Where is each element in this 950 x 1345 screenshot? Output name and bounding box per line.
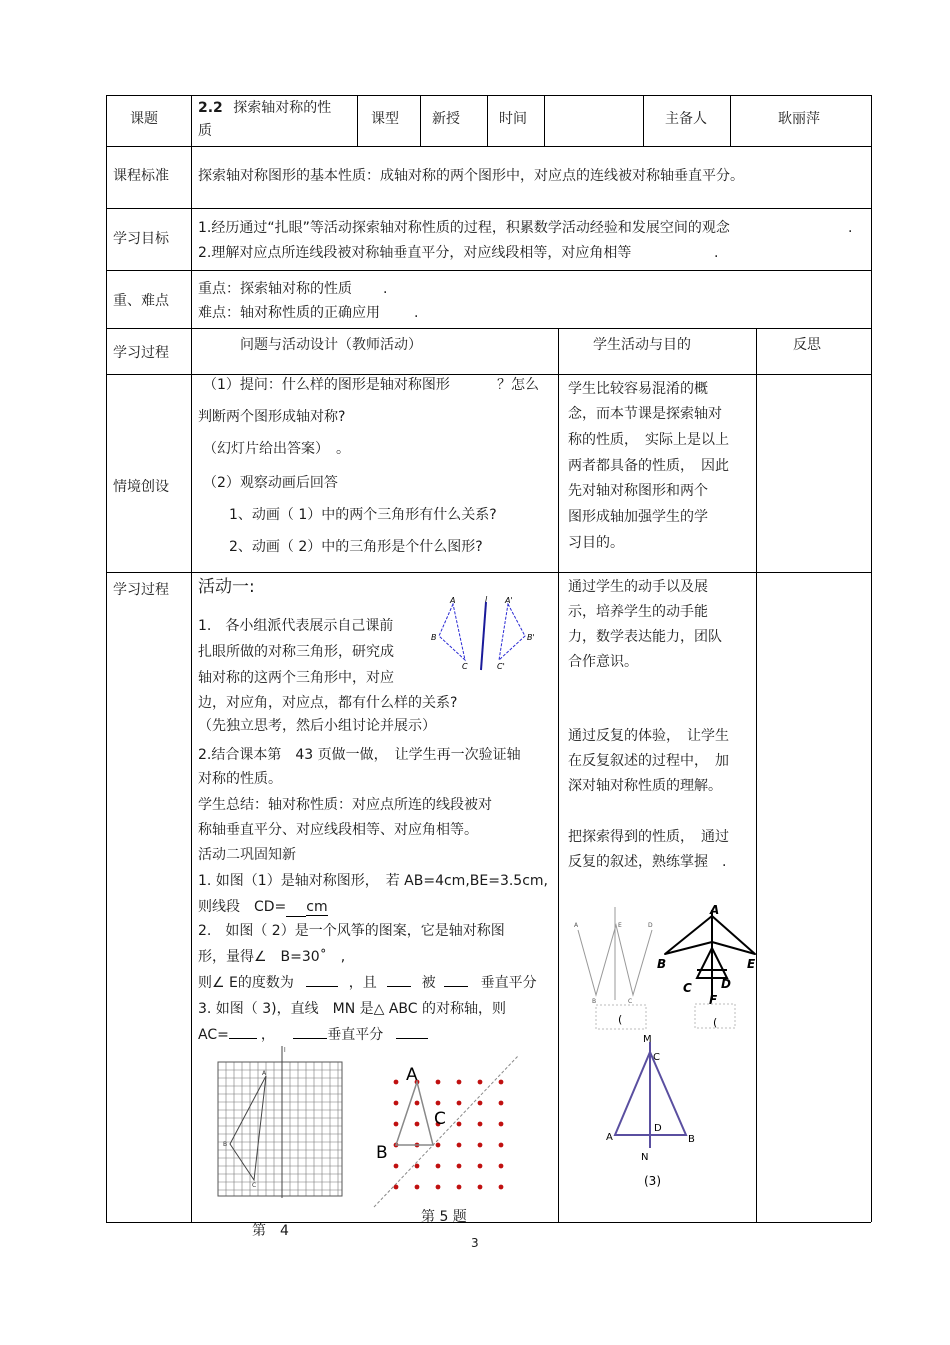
lattice-dot [394, 1101, 399, 1106]
activity1-p1-2: 轴对称的这两个三角形中，对应 [198, 670, 394, 686]
process-header-col3: 反思 [793, 337, 821, 353]
scenario-student-3: 两者都具备的性质， 因此 [568, 458, 729, 474]
process-student-1: 示，培养学生的动手能 [568, 604, 708, 620]
topic-title-text: 探索轴对称的性 [233, 100, 332, 116]
process-student2-1: 在反复叙述的过程中， 加 [568, 753, 729, 769]
scenario-label: 情境创设 [113, 479, 169, 495]
lattice-dot [499, 1101, 504, 1106]
type-label: 课型 [371, 111, 399, 127]
lattice-dot [499, 1185, 504, 1190]
fig2-caption: ( [713, 1016, 718, 1029]
fig1-label-c: C [628, 998, 633, 1005]
fig3-label-c: C [653, 1052, 660, 1063]
fig2-label-a: A [710, 903, 720, 917]
topic-number: 2.2 [198, 100, 223, 116]
fig1-label-b: B [592, 998, 597, 1005]
fig-top-label-b2: B' [527, 633, 535, 642]
lattice-label-b: B [376, 1143, 388, 1163]
activity1-title: 活动一: [198, 577, 255, 597]
fig3-caption: (3) [644, 1174, 661, 1188]
process-student3-1: 反复的叙述，熟练掌握 . [568, 854, 727, 870]
grid-border [218, 1062, 342, 1196]
fig-top-label-b: B [431, 633, 437, 642]
lattice-dot [499, 1164, 504, 1169]
type-value: 新授 [432, 111, 460, 127]
lattice-dot [415, 1164, 420, 1169]
activity1-p2b: 对称的性质。 [198, 771, 282, 787]
caption-fig5: 第 5 题 [421, 1209, 467, 1225]
scenario-line3: （幻灯片给出答案） 。 [203, 441, 350, 457]
standard-text: 探索轴对称图形的基本性质：成轴对称的两个图形中，对应点的连线被对称轴垂直平分。 [198, 168, 744, 184]
scenario-line4: （2）观察动画后回答 [203, 475, 338, 491]
lattice-dot [457, 1164, 462, 1169]
lattice-dot [457, 1080, 462, 1085]
scenario-line1b: ？怎么 [497, 377, 539, 393]
lattice-label-c: C [434, 1109, 446, 1129]
question1-line1: 1. 如图（1）是轴对称图形， 若 AB=4cm,BE=3.5cm, [198, 873, 548, 889]
question3-text-b: ， [260, 1027, 275, 1043]
mirrored-triangles-figure [425, 592, 550, 672]
question3-line1: 3. 如图（ 3)，直线 MN 是△ ABC 的对称轴，则 [198, 1001, 507, 1017]
page-number: 3 [471, 1236, 479, 1250]
scenario-student-1: 念，而本节课是探索轴对 [568, 406, 722, 422]
lattice-dot [478, 1101, 483, 1106]
fig1-label-a: A [574, 922, 579, 929]
fig-top-label-a: A [450, 596, 456, 605]
summary-line1: 学生总结：轴对称性质：对应点所连的线段被对 [198, 797, 492, 813]
figure-1-axisymmetric [566, 905, 666, 1035]
question3-text-c: 垂直平分 [327, 1027, 384, 1043]
goals-line2: 2.理解对应点所连线段被对称轴垂直平分，对应线段相等，对应角相等 [198, 245, 632, 261]
topic-label: 课题 [130, 111, 158, 127]
preparer-value: 耿丽萍 [778, 111, 820, 127]
question2-blank-2 [387, 986, 411, 987]
fig-top-label-l: l [485, 595, 488, 604]
process-header-col2: 学生活动与目的 [593, 337, 691, 353]
lattice-dot [394, 1122, 399, 1127]
caption-fig4: 第 4 [252, 1223, 289, 1239]
fig3-label-a: A [606, 1132, 613, 1143]
fig1-label-d: D [648, 922, 653, 929]
lattice-dot [415, 1101, 420, 1106]
fig2-label-f: F [709, 993, 718, 1007]
question2-line1: 2. 如图（ 2）是一个风筝的图案，它是轴对称图 [198, 923, 505, 939]
process-student-2: 力，数学表达能力，团队 [568, 629, 722, 645]
fig-top-label-a2: A' [505, 596, 513, 605]
scenario-line6: 2、动画（ 2）中的三角形是个什么图形? [229, 539, 483, 555]
figure-4-grid [214, 1042, 346, 1200]
scenario-student-2: 称的性质， 实际上是以上 [568, 432, 729, 448]
process-header-col1: 问题与活动设计（教师活动） [240, 337, 422, 353]
question2-line3 [198, 974, 537, 992]
grid-triangle [230, 1076, 266, 1180]
lattice-dot [499, 1143, 504, 1148]
lattice-dot [478, 1080, 483, 1085]
lattice-dot [394, 1185, 399, 1190]
lattice-dot [436, 1164, 441, 1169]
fig2-label-d: D [721, 977, 731, 991]
lattice-dot [394, 1080, 399, 1085]
preparer-label: 主备人 [665, 111, 707, 127]
goals-line2-end: . [714, 245, 719, 261]
question1-unit: cm [306, 899, 328, 915]
lattice-triangle [396, 1082, 433, 1145]
question1-prefix: 则线段 CD= [198, 899, 287, 915]
activity1-p2a: 2.结合课本第 43 页做一做， 让学生再一次验证轴 [198, 747, 521, 763]
scenario-line1a: （1）提问：什么样的图形是轴对称图形 [203, 377, 450, 393]
lattice-dot [436, 1143, 441, 1148]
process-header-label: 学习过程 [113, 345, 169, 361]
goals-line1-end: . [848, 220, 853, 236]
lattice-dot [457, 1101, 462, 1106]
topic-title-line2: 质 [198, 123, 212, 139]
fig2-label-e: E [747, 957, 756, 971]
lattice-dot [457, 1185, 462, 1190]
fig1-caption: ( [618, 1013, 623, 1026]
lattice-dot [394, 1164, 399, 1169]
scenario-student-5: 图形成轴加强学生的学 [568, 509, 708, 525]
lattice-dot [478, 1122, 483, 1127]
lattice-dot [478, 1164, 483, 1169]
fig-top-label-c: C [462, 662, 468, 671]
figure-5-dot-lattice [366, 1052, 526, 1212]
question3-blank-3 [396, 1038, 428, 1039]
grid-label-a: A [262, 1070, 267, 1077]
question2-text-c: 被 [421, 975, 436, 991]
grid-label-l: l [284, 1047, 286, 1054]
lattice-dot [415, 1122, 420, 1127]
fig3-label-b: B [688, 1134, 695, 1145]
grid-label-b: B [223, 1141, 228, 1148]
process-student3-0: 把探索得到的性质， 通过 [568, 829, 729, 845]
topic-title-line1 [198, 99, 331, 117]
lattice-dot [478, 1185, 483, 1190]
lattice-dot [457, 1143, 462, 1148]
keypoints-label: 重、难点 [113, 293, 169, 309]
fig1-label-e: E [618, 922, 622, 929]
question2-blank-1 [306, 986, 338, 987]
lattice-dot [499, 1122, 504, 1127]
question3-text-a: AC= [198, 1027, 229, 1043]
symmetry-axis [374, 1056, 518, 1207]
fig3-label-d: D [654, 1123, 662, 1134]
figure-2-kite [655, 902, 765, 1032]
time-label: 时间 [499, 111, 527, 127]
scenario-line5: 1、动画（ 1）中的两个三角形有什么关系? [229, 507, 497, 523]
lattice-dot [436, 1185, 441, 1190]
figure-3-triangle [600, 1030, 710, 1195]
scenario-line2: 判断两个图形成轴对称? [198, 409, 346, 425]
activity1-p1-3: 边，对应角，对应点，都有什么样的关系? [198, 695, 458, 711]
activity1-p1b: （先独立思考，然后小组讨论并展示） [198, 718, 436, 734]
fig2-label-c: C [683, 981, 692, 995]
question2-blank-3 [444, 986, 468, 987]
question2-text-b: ，且 [348, 975, 377, 991]
fig3-label-m: M [643, 1034, 652, 1045]
lattice-dot [436, 1101, 441, 1106]
keypoints-line2: 难点：轴对称性质的正确应用 [198, 305, 380, 321]
question3-blank-2 [293, 1038, 327, 1039]
question3-blank-1 [229, 1038, 257, 1039]
scenario-student-6: 习目的。 [568, 535, 624, 551]
question1-blank [286, 898, 306, 917]
fig2-label-b: B [657, 957, 667, 971]
lattice-dot [415, 1185, 420, 1190]
lattice-dot [436, 1080, 441, 1085]
process-label: 学习过程 [113, 582, 169, 598]
lattice-dot [457, 1122, 462, 1127]
lattice-dot [478, 1143, 483, 1148]
process-student2-2: 深对轴对称性质的理解。 [568, 778, 722, 794]
activity1-p1-1: 扎眼所做的对称三角形，研究成 [198, 644, 394, 660]
fig-top-label-c2: C' [497, 662, 505, 671]
lattice-dot [499, 1080, 504, 1085]
scenario-student-4: 先对轴对称图形和两个 [568, 483, 708, 499]
lattice-label-a: A [406, 1065, 418, 1085]
keypoints-line1: 重点：探索轴对称的性质 [198, 281, 352, 297]
question1-line2 [198, 898, 328, 917]
grid-label-c: C [252, 1182, 257, 1189]
question2-line2: 形，量得∠ B=30˚ , [198, 949, 346, 965]
keypoints-line2-end: . [414, 305, 419, 321]
question2-text-d: 垂直平分 [480, 975, 537, 991]
standard-label: 课程标准 [113, 168, 169, 184]
process-student-3: 合作意识。 [568, 654, 638, 670]
fig3-label-n: N [641, 1152, 649, 1163]
goals-line1: 1.经历通过“扎眼”等活动探索轴对称性质的过程，积累数学活动经验和发展空间的观念 [198, 220, 730, 236]
question2-text-a: 则∠ E的度数为 [198, 975, 294, 991]
activity2-title: 活动二巩固知新 [198, 847, 296, 863]
summary-line2: 称轴垂直平分、对应线段相等、对应角相等。 [198, 822, 478, 838]
scenario-student-0: 学生比较容易混淆的概 [568, 381, 708, 397]
goals-label: 学习目标 [113, 231, 169, 247]
process-student2-0: 通过反复的体验， 让学生 [568, 728, 729, 744]
keypoints-line1-end: . [383, 281, 388, 297]
activity1-p1-0: 1. 各小组派代表展示自己课前 [198, 618, 394, 634]
process-student-0: 通过学生的动手以及展 [568, 579, 708, 595]
